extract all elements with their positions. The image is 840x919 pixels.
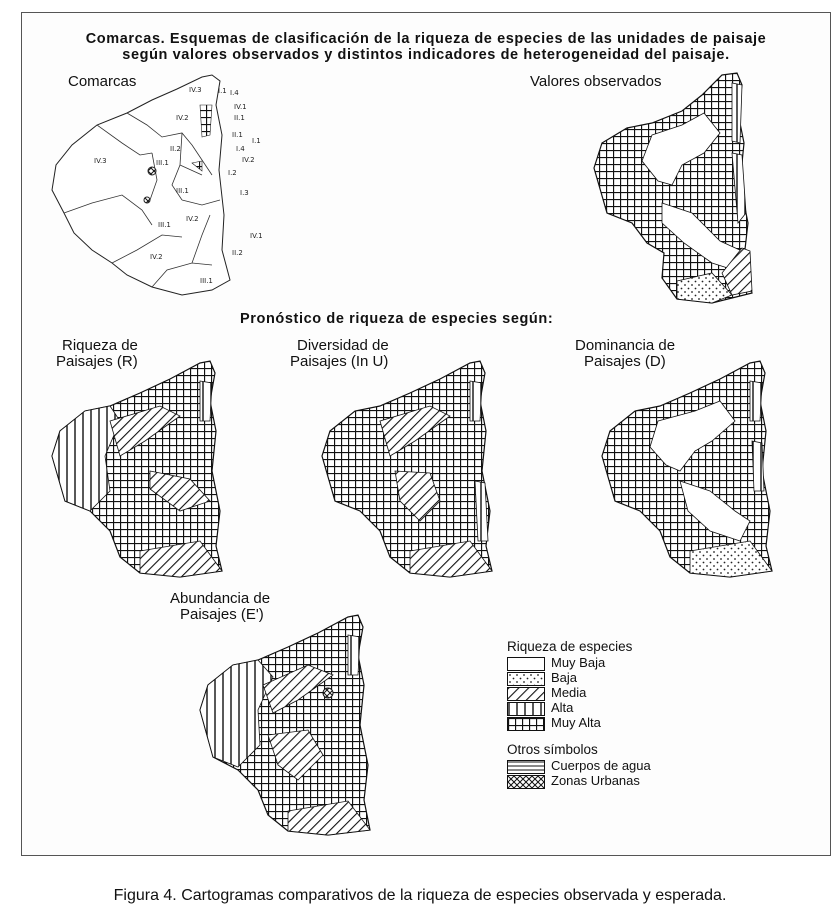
figure-frame [21,12,831,856]
comarcas-map [52,75,282,305]
comarca-code: II.2 [170,145,181,153]
u-map [320,361,520,581]
legend [507,639,747,819]
horizontal-swatch-icon [507,760,545,774]
comarca-code: IV.1 [250,232,263,240]
d-map-title-line2: Paisajes (D) [584,353,666,370]
comarca-code: IV.2 [242,156,255,164]
comarca-code: IV.3 [94,157,107,165]
legend-label: Muy Alta [551,715,601,730]
legend-label: Media [551,685,587,700]
comarca-code: II.1 [234,114,245,122]
d-map [600,361,800,581]
forecast-heading: Pronóstico de riqueza de especies según: [240,311,554,327]
comarca-code: IV.2 [186,215,199,223]
dots-swatch-icon [507,672,545,686]
comarca-code: II.1 [232,131,243,139]
legend-label: Zonas Urbanas [551,773,640,788]
legend-label: Baja [551,670,578,685]
comarca-code: IV.2 [176,114,189,122]
figure-caption: Figura 4. Cartogramas comparativos de la riqueza de especies observada y esperada. [113,887,727,904]
comarca-code: I.1 [252,137,261,145]
comarca-code: IV.1 [234,103,247,111]
comarca-code: IV.3 [189,86,202,94]
legend-label: Cuerpos de agua [551,758,651,773]
figure-title-line2: según valores observados y distintos indicadores de heterogeneidad del paisaje. [122,47,730,63]
u-map-title-line2: Paisajes (In U) [290,353,389,370]
figure-title-line1: Comarcas. Esquemas de clasificación de la riqueza de especies de las unidades de paisaje [85,31,767,47]
legend-label: Alta [551,700,574,715]
legend-title: Riqueza de especies [507,639,633,654]
observed-map-title: Valores observados [530,73,662,90]
d-map-title-line1: Dominancia de [575,337,676,354]
e-map-title-line2: Paisajes (E') [180,606,264,623]
comarca-code: I.2 [228,169,237,177]
grid-swatch-icon [507,717,545,731]
r-map-title-line1: Riqueza de [62,337,138,354]
comarca-code: III.1 [156,159,169,167]
comarca-code: III.1 [176,187,189,195]
crosshatch-swatch-icon [507,775,545,789]
legend-label: Muy Baja [551,655,606,670]
comarca-code: I.3 [240,189,249,197]
e-map-title-line1: Abundancia de [170,590,271,607]
comarca-code: I.4 [236,145,245,153]
blank-swatch-icon [507,657,545,671]
comarca-code: III.1 [200,277,213,285]
diagonal-swatch-icon [507,687,545,701]
comarca-code: III.1 [158,221,171,229]
u-map-title-line1: Diversidad de [297,337,389,354]
comarca-code: I.4 [230,89,239,97]
r-map [50,361,250,581]
legend-other-title: Otros símbolos [507,742,598,757]
comarca-code: IV.2 [150,253,163,261]
comarcas-map-title: Comarcas [68,73,137,90]
comarca-code: I.1 [218,87,227,95]
r-map-title-line2: Paisajes (R) [56,353,138,370]
observed-map [592,73,792,313]
vertical-swatch-icon [507,702,545,716]
e-map [198,615,398,840]
comarca-code: II.2 [232,249,243,257]
